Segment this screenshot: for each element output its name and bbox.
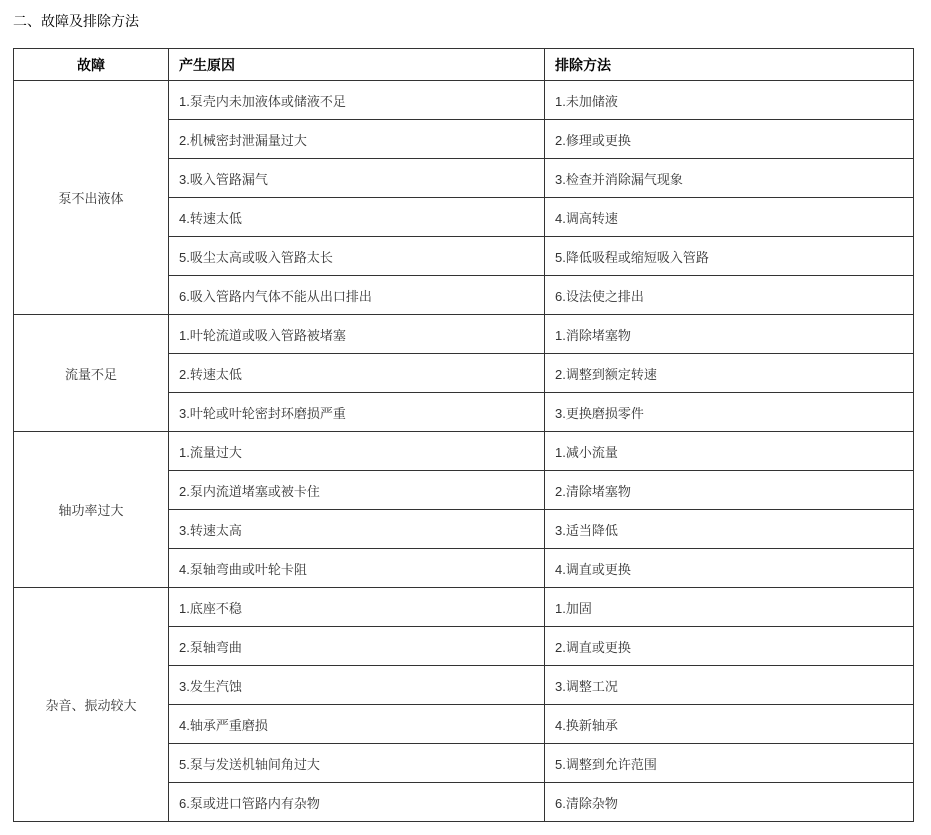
cause-cell: 1.叶轮流道或吸入管路被堵塞: [169, 315, 545, 354]
remedy-cell: 2.调直或更换: [545, 627, 914, 666]
cause-cell: 4.泵轴弯曲或叶轮卡阻: [169, 549, 545, 588]
remedy-cell: 4.调高转速: [545, 198, 914, 237]
table-row: [14, 315, 914, 354]
remedy-cell: 3.检查并消除漏气现象: [545, 159, 914, 198]
remedy-cell: 1.减小流量: [545, 432, 914, 471]
fault-cell: 流量不足: [14, 315, 169, 432]
cause-cell: 4.轴承严重磨损: [169, 705, 545, 744]
cause-cell: 6.泵或进口管路内有杂物: [169, 783, 545, 822]
cause-cell: 6.吸入管路内气体不能从出口排出: [169, 276, 545, 315]
page-title: 二、故障及排除方法: [13, 13, 139, 29]
cause-cell: 4.转速太低: [169, 198, 545, 237]
cause-cell: 1.底座不稳: [169, 588, 545, 627]
cause-cell: 3.叶轮或叶轮密封环磨损严重: [169, 393, 545, 432]
fault-cell: 泵不出液体: [14, 81, 169, 315]
cause-cell: 3.吸入管路漏气: [169, 159, 545, 198]
remedy-cell: 1.消除堵塞物: [545, 315, 914, 354]
fault-cell: 轴功率过大: [14, 432, 169, 588]
fault-troubleshooting-table: [13, 48, 914, 822]
remedy-cell: 1.未加储液: [545, 81, 914, 120]
header-cause: 产生原因: [169, 49, 545, 81]
remedy-cell: 4.换新轴承: [545, 705, 914, 744]
header-remedy: 排除方法: [545, 49, 914, 81]
table-row: [14, 81, 914, 120]
table-row: [14, 588, 914, 627]
header-fault: 故障: [14, 49, 169, 81]
remedy-cell: 6.清除杂物: [545, 783, 914, 822]
cause-cell: 2.机械密封泄漏量过大: [169, 120, 545, 159]
cause-cell: 3.发生汽蚀: [169, 666, 545, 705]
cause-cell: 3.转速太高: [169, 510, 545, 549]
cause-cell: 2.转速太低: [169, 354, 545, 393]
remedy-cell: 3.更换磨损零件: [545, 393, 914, 432]
remedy-cell: 4.调直或更换: [545, 549, 914, 588]
remedy-cell: 5.调整到允许范围: [545, 744, 914, 783]
cause-cell: 5.吸尘太高或吸入管路太长: [169, 237, 545, 276]
cause-cell: 2.泵轴弯曲: [169, 627, 545, 666]
table-row: [14, 432, 914, 471]
cause-cell: 1.泵壳内未加液体或储液不足: [169, 81, 545, 120]
cause-cell: 2.泵内流道堵塞或被卡住: [169, 471, 545, 510]
remedy-cell: 3.适当降低: [545, 510, 914, 549]
remedy-cell: 2.调整到额定转速: [545, 354, 914, 393]
fault-cell: 杂音、振动较大: [14, 588, 169, 822]
remedy-cell: 2.修理或更换: [545, 120, 914, 159]
cause-cell: 1.流量过大: [169, 432, 545, 471]
cause-cell: 5.泵与发送机轴间角过大: [169, 744, 545, 783]
remedy-cell: 6.设法使之排出: [545, 276, 914, 315]
remedy-cell: 1.加固: [545, 588, 914, 627]
remedy-cell: 5.降低吸程或缩短吸入管路: [545, 237, 914, 276]
table-header-row: [14, 49, 914, 81]
remedy-cell: 2.清除堵塞物: [545, 471, 914, 510]
remedy-cell: 3.调整工况: [545, 666, 914, 705]
